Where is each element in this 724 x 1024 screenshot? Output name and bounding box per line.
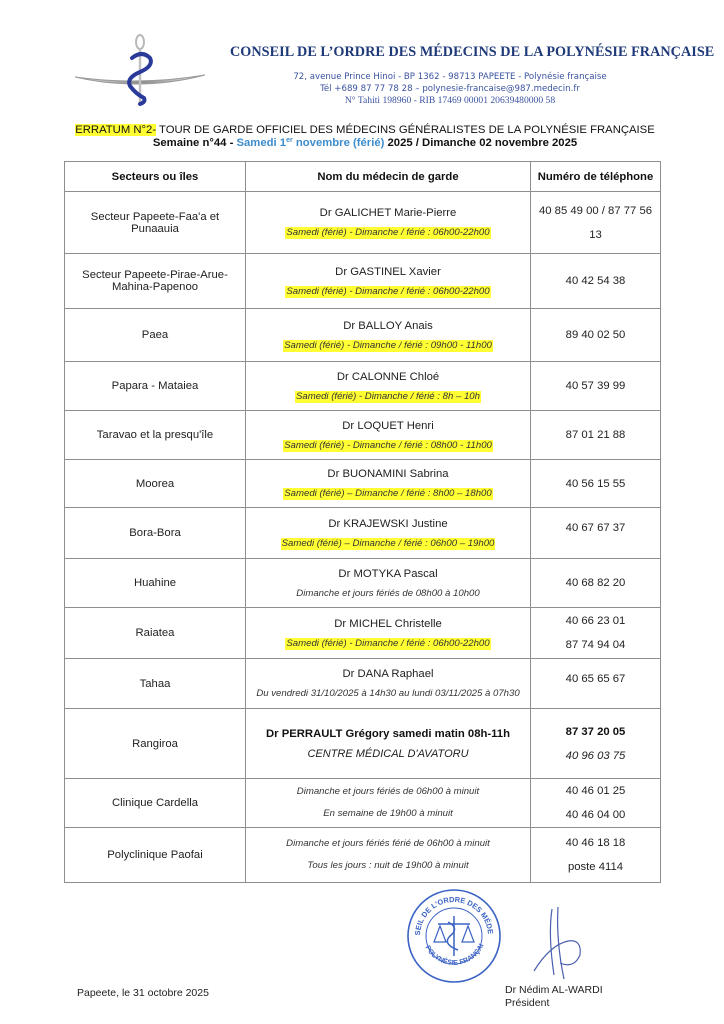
on-call-schedule: Samedi (férié) - Dimanche / férié : 09h00 - 11h00 <box>284 339 492 351</box>
doctor-cell <box>246 192 531 254</box>
erratum-label: ERRATUM N°2- <box>75 124 157 136</box>
on-call-schedule: Samedi (férié) – Dimanche / férié : 06h00 – 19h00 <box>281 537 495 549</box>
doctor-cell <box>246 254 531 309</box>
phone-cell <box>531 559 661 608</box>
phone-number: 40 57 39 99 <box>565 380 626 392</box>
signer-role: Président <box>505 997 550 1009</box>
doctor-cell <box>246 559 531 608</box>
doctor-cell <box>246 362 531 411</box>
table-row <box>65 828 661 883</box>
svg-text:DE POLYNÉSIE FRANÇAISE: POLYNÉSIE FRANÇAI <box>423 942 486 967</box>
svg-text:CONSEIL DE L'ORDRE DES MÉDECIN: SEIL DE L'ORDRE DES MÉDE <box>412 894 495 936</box>
sector-cell: Raiatea <box>65 608 246 659</box>
sector-cell: Clinique Cardella <box>65 779 246 828</box>
doctor-cell <box>246 309 531 362</box>
title-line-2 <box>60 137 670 149</box>
title-line-1 <box>60 124 670 136</box>
phone-number: 40 65 65 67 <box>565 673 626 685</box>
on-call-schedule: Samedi (férié) - Dimanche / férié : 8h – 10h <box>296 390 480 402</box>
doctor-cell <box>246 411 531 460</box>
on-call-schedule: Samedi (férié) – Dimanche / férié : 8h00 – 18h00 <box>284 488 492 499</box>
sector-cell: Taravao et la presqu'île <box>65 411 246 460</box>
on-call-schedule: Samedi (férié) - Dimanche / férié : 06h00-22h00 <box>286 285 490 297</box>
table-row <box>65 411 661 460</box>
table-row <box>65 659 661 709</box>
sector-cell: Polyclinique Paofai <box>65 828 246 883</box>
doctor-cell <box>246 508 531 559</box>
phone-cell <box>531 608 661 659</box>
doctor-cell <box>246 608 531 659</box>
doctor-cell <box>246 460 531 508</box>
table-row <box>65 192 661 254</box>
doctor-name: Dr KRAJEWSKI Justine <box>328 517 448 530</box>
on-call-schedule: Du vendredi 31/10/2025 à 14h30 au lundi 03/11/2025 à 07h30 <box>256 688 520 699</box>
table-row <box>65 254 661 309</box>
phone-cell <box>531 508 661 559</box>
doctor-name: Dr LOQUET Henri <box>342 419 434 432</box>
sector-cell: Huahine <box>65 559 246 608</box>
sector-cell: Secteur Papeete-Faa'a et Punaauia <box>65 192 246 254</box>
sector-cell: Moorea <box>65 460 246 508</box>
table-row <box>65 460 661 508</box>
organization-rib: N° Tahiti 198960 - RIB 17469 00001 20639480000 58 <box>344 95 556 106</box>
phone-cell <box>531 709 661 779</box>
phone-number: 40 85 49 00 / 87 77 56 13 <box>538 204 653 241</box>
phone-number: 40 96 03 75 <box>565 749 626 762</box>
saturday-day: Samedi 1 <box>236 137 287 149</box>
organization-contact: Tél +689 87 77 78 28 – polynesie-francaise@987.medecin.fr <box>320 84 580 94</box>
sector-cell: Papara - Mataiea <box>65 362 246 411</box>
saturday-rest: novembre (férié) <box>292 137 385 149</box>
phone-number: 40 68 82 20 <box>565 577 626 589</box>
header-phone: Numéro de téléphone <box>531 162 661 192</box>
phone-number: 40 46 04 00 <box>565 809 626 821</box>
phone-number: 40 46 01 25 <box>565 785 626 797</box>
doctor-name: Dr MOTYKA Pascal <box>338 567 438 580</box>
phone-cell <box>531 309 661 362</box>
organization-address: 72, avenue Prince Hinoi - BP 1362 - 98713 PAPEETE - Polynésie française <box>293 72 607 82</box>
saturday-date <box>236 137 384 149</box>
official-stamp-icon <box>404 886 504 986</box>
phone-number: 40 67 67 37 <box>565 522 626 534</box>
phone-cell <box>531 460 661 508</box>
table-row <box>65 559 661 608</box>
medical-center-name: CENTRE MÉDICAL D'AVATORU <box>307 748 469 760</box>
doctor-name: Dr CALONNE Chloé <box>336 370 440 383</box>
on-call-schedule: Tous les jours : nuit de 19h00 à minuit <box>307 860 469 871</box>
document-title <box>60 124 670 149</box>
table-header-row <box>65 162 661 192</box>
phone-number: poste 4114 <box>567 861 624 873</box>
sector-cell: Paea <box>65 309 246 362</box>
phone-cell <box>531 362 661 411</box>
doctor-name: Dr PERRAULT Grégory samedi matin 08h-11h <box>266 728 510 740</box>
phone-cell <box>531 779 661 828</box>
on-call-schedule: Samedi (férié) - Dimanche / férié : 08h00 - 11h00 <box>284 439 492 451</box>
on-call-schedule: Dimanche et jours fériés de 08h00 à 10h00 <box>296 587 480 599</box>
on-call-schedule: Dimanche et jours fériés férié de 06h00 à minuit <box>286 838 490 849</box>
doctor-name: Dr GALICHET Marie-Pierre <box>319 207 457 219</box>
phone-number: 40 46 18 18 <box>565 837 626 849</box>
doctor-cell <box>246 828 531 883</box>
phone-number: 40 42 54 38 <box>565 275 626 287</box>
table-row <box>65 508 661 559</box>
on-call-schedule: En semaine de 19h00 à minuit <box>323 808 453 819</box>
phone-number: 87 74 94 04 <box>565 639 626 651</box>
saturday-sup: er <box>286 137 293 144</box>
header-doctor: Nom du médecin de garde <box>246 162 531 192</box>
doctor-name: Dr MICHEL Christelle <box>334 617 442 630</box>
on-call-schedule: Samedi (férié) - Dimanche / férié : 06h00-22h00 <box>286 637 490 649</box>
table-row <box>65 709 661 779</box>
doctor-cell <box>246 709 531 779</box>
header-sector: Secteurs ou îles <box>65 162 246 192</box>
phone-cell <box>531 411 661 460</box>
week-suffix: 2025 / Dimanche 02 novembre 2025 <box>384 137 578 149</box>
week-prefix: Semaine n°44 - <box>152 137 237 149</box>
phone-cell <box>531 192 661 254</box>
signer-name: Dr Nédim AL-WARDI <box>505 984 603 996</box>
table-row <box>65 608 661 659</box>
table-row <box>65 362 661 411</box>
on-call-schedule: Samedi (férié) - Dimanche / férié : 06h00-22h00 <box>286 227 490 238</box>
on-call-table <box>64 161 661 883</box>
phone-cell <box>531 828 661 883</box>
sector-cell: Secteur Papeete-Pirae-Arue-Mahina-Papenoo <box>65 254 246 309</box>
doctor-cell <box>246 779 531 828</box>
doctor-name: Dr BUONAMINI Sabrina <box>327 468 449 480</box>
title-main: TOUR DE GARDE OFFICIEL DES MÉDECINS GÉNÉRALISTES DE LA POLYNÉSIE FRANÇAISE <box>156 124 655 136</box>
caduceus-logo-icon <box>70 20 210 115</box>
table-row <box>65 779 661 828</box>
signer-block <box>505 984 603 1010</box>
place-date: Papeete, le 31 octobre 2025 <box>77 987 209 999</box>
signature-icon <box>530 905 590 985</box>
doctor-name: Dr BALLOY Anais <box>343 319 433 332</box>
sector-cell: Tahaa <box>65 659 246 709</box>
phone-cell <box>531 659 661 709</box>
sector-cell: Rangiroa <box>65 709 246 779</box>
phone-number: 87 01 21 88 <box>565 429 626 441</box>
doctor-name: Dr DANA Raphael <box>342 668 434 680</box>
on-call-schedule: Dimanche et jours fériés de 06h00 à minuit <box>296 786 480 797</box>
doctor-cell <box>246 659 531 709</box>
sector-cell: Bora-Bora <box>65 508 246 559</box>
phone-cell <box>531 254 661 309</box>
organization-info <box>240 71 660 107</box>
table-row <box>65 309 661 362</box>
phone-number: 40 66 23 01 <box>565 615 626 627</box>
phone-number: 87 37 20 05 <box>565 725 626 738</box>
phone-number: 40 56 15 55 <box>565 477 626 490</box>
organization-title: CONSEIL DE L’ORDRE DES MÉDECINS DE LA POLYNÉSIE FRANÇAISE <box>230 44 715 60</box>
doctor-name: Dr GASTINEL Xavier <box>335 265 441 278</box>
phone-number: 89 40 02 50 <box>565 329 626 341</box>
